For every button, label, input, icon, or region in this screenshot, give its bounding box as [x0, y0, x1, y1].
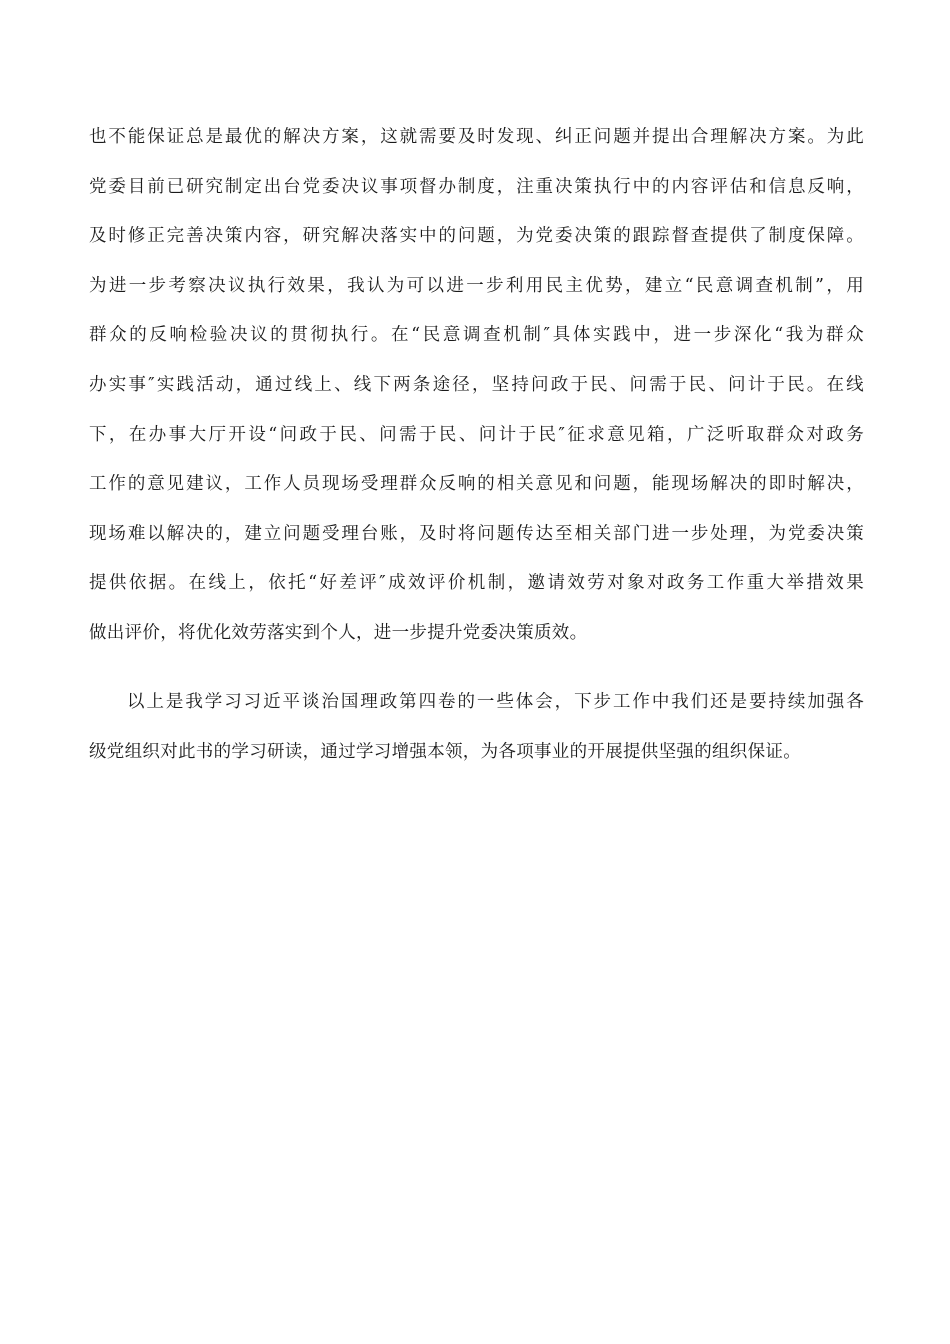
paragraph-line: 级党组织对此书的学习研读，通过学习增强本领，为各项事业的开展提供坚强的组织保证。	[89, 741, 801, 762]
paragraph-line: 提供依据。在线上，依托“好差评″成效评价机制，邀请效劳对象对政务工作重大举措效果	[89, 573, 864, 594]
paragraph-line: 群众的反响检验决议的贯彻执行。在“民意调查机制″具体实践中，进一步深化“我为群众	[89, 325, 864, 346]
paragraph-line: 现场难以解决的，建立问题受理台账，及时将问题传达至相关部门进一步处理，为党委决策	[89, 523, 864, 544]
paragraph-line: 及时修正完善决策内容，研究解决落实中的问题，为党委决策的跟踪督查提供了制度保障。	[89, 226, 864, 247]
paragraph-conclusion	[89, 678, 864, 777]
paragraph-line: 工作的意见建议，工作人员现场受理群众反响的相关意见和问题，能现场解决的即时解决，	[89, 474, 864, 495]
paragraph-line: 为进一步考察决议执行效果，我认为可以进一步利用民主优势，建立“民意调查机制”，用	[89, 275, 864, 296]
paragraph-line: 办实事″实践活动，通过线上、线下两条途径，坚持问政于民、问需于民、问计于民。在线	[89, 374, 864, 395]
paragraph-line: 下，在办事大厅开设“问政于民、问需于民、问计于民″征求意见箱，广泛听取群众对政务	[89, 424, 864, 445]
paragraph-line: 以上是我学习习近平谈治国理政第四卷的一些体会，下步工作中我们还是要持续加强各	[127, 692, 864, 712]
paragraph-line: 做出评价，将优化效劳落实到个人，进一步提升党委决策质效。	[89, 622, 588, 643]
paragraph-line: 也不能保证总是最优的解决方案，这就需要及时发现、纠正问题并提出合理解决方案。为此	[89, 127, 864, 147]
paragraph-continuation	[89, 113, 864, 659]
paragraph-line: 党委目前已研究制定出台党委决议事项督办制度，注重决策执行中的内容评估和信息反响，	[89, 176, 864, 197]
